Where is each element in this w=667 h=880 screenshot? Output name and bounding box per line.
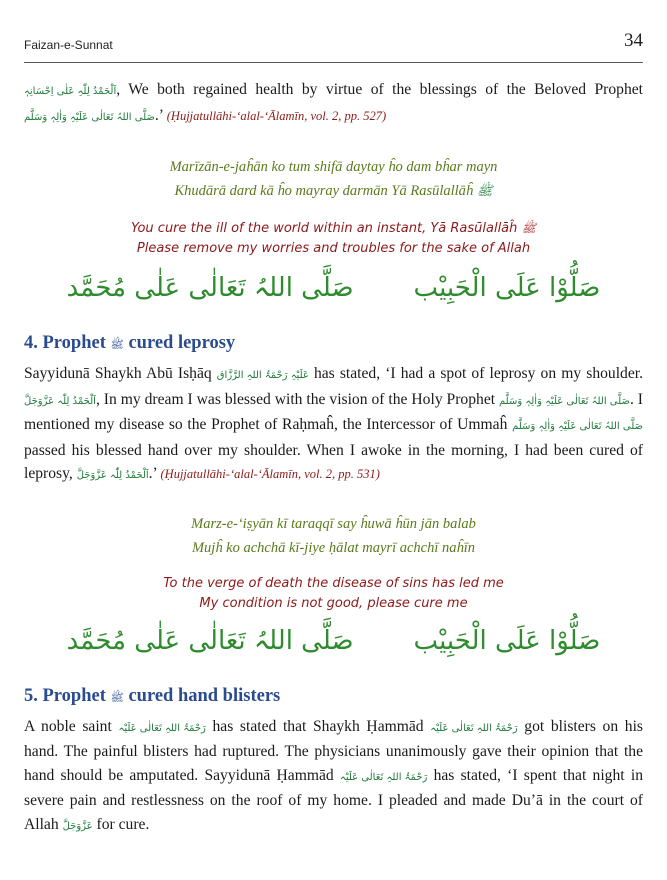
arabic-phrase: رَحْمَۃُ اللہِ تَعَالٰی عَلَیْہ [339,771,428,783]
paragraph-text: has stated that Shaykh Ḥammād [212,717,424,735]
arabic-phrase: رَحْمَۃُ اللہِ تَعَالٰی عَلَیْہ [430,722,518,734]
paragraph-text: .’ [148,465,157,482]
paragraph-3 [24,715,643,839]
arabic-phrase: ﷺ [521,221,537,235]
paragraph-text: for cure. [96,815,150,833]
paragraph-text: Sayyidunā Shaykh Abū Isḥāq [24,365,212,382]
poem-line: Marz-e-‘iṣyān kī taraqqī say ĥuwā ĥūn jān balab [191,515,476,532]
poem-line [24,179,643,204]
page-content [24,76,643,838]
page-number: 34 [624,30,643,51]
poem-line-text: Khudārā dard kā ĥo mayray darmān Yā Rasūlallāĥ [174,183,474,199]
arabic-phrase: عَزَّوَجَلَّ [62,820,93,832]
arabic-phrase: اَلْحَمْدُ لِلّٰہِ عَلٰی اِحْسَانِہٖ [24,86,117,97]
running-title: Faizan-e-Sunnat [24,38,113,52]
paragraph-1 [24,78,643,129]
section-number: 5. Prophet [24,685,106,706]
arabic-phrase: صَلَّی اللہُ تَعَالٰی عَلَیْہِ وَاٰلِہٖ وَسَلَّم [512,421,643,432]
section-title: cured hand blisters [128,685,281,706]
poem-translation-text: You cure the ill of the world within an instant, Yā Rasūlallāĥ [130,221,518,236]
arabic-phrase: رَحْمَۃُ اللہِ تَعَالٰی عَلَیْہ [118,722,206,734]
arabic-phrase: صَلَّی اللہُ تَعَالٰی عَلَیْہِ وَاٰلِہٖ وَسَلَّم [24,111,155,123]
paragraph-text: passed his blessed hand over my shoulder. When I awoke in the morning, I had been cured of leprosy, [24,441,643,482]
poem-translation: Please remove my worries and troubles for the sake of Allah [136,241,531,256]
arabic-phrase: اَلْحَمْدُ لِلّٰہ عَزَّوَجَلَّ [76,470,149,481]
paragraph-text: .’ [154,106,163,124]
arabic-phrase: ﷺ [476,184,493,199]
paragraph-text: , In my dream I was blessed with the vision of the Holy Prophet [95,390,496,408]
arabic-phrase: ﷺ [110,690,124,704]
paragraph-text: . I mentioned my disease so the Prophet of Raḥmaĥ, the Intercessor of Ummaĥ [24,390,643,433]
poem-line: Marīzān-e-jaĥān ko tum shifā daytay ĥo dam bĥar mayn [169,159,498,175]
poem-2 [24,512,643,614]
section-heading [24,686,643,707]
paragraph-text: has stated, ‘I had a spot of leprosy on my shoulder. [313,365,643,382]
durood-left: صَلَّی اللہُ تَعَالٰی عَلٰی مُحَمَّد [66,273,354,303]
poem-translation: My condition is not good, please cure me [199,595,468,611]
page-header [24,28,643,58]
durood-line [24,626,643,656]
header-rule [24,62,643,63]
reference-citation: (Ḥujjatullāhi-‘alal-‘Ālamīn, vol. 2, pp. 531) [160,467,380,481]
paragraph-2 [24,362,643,488]
paragraph-text: A noble saint [24,717,112,735]
arabic-phrase: عَلَیْہِ رَحْمَۃُ اللہِ الرَّزَّاق [216,370,309,381]
poem-translation [24,218,643,239]
poem-translation: To the verge of death the disease of sins has led me [163,575,504,591]
reference-citation: (Ḥujjatullāhi-‘alal-‘Ālamīn, vol. 2, pp. 527) [166,108,387,123]
arabic-phrase: صَلَّی اللہُ تَعَالٰی عَلَیْہِ وَاٰلِہٖ وَسَلَّم [499,395,630,407]
poem-line: Mujĥ ko achchā kī-jiye ḥālat mayrī achchī naĥīn [191,539,476,556]
section-heading [24,333,643,354]
durood-right: صَلُّوْا عَلَی الْحَبِیْب [413,625,601,656]
section-title: cured leprosy [128,333,236,353]
section-number: 4. Prophet [24,333,106,353]
durood-line [24,273,643,303]
arabic-phrase: ﷺ [110,338,124,351]
poem-1 [24,155,643,259]
durood-left: صَلَّی اللہُ تَعَالٰی عَلٰی مُحَمَّد [66,625,354,656]
paragraph-text: , We both regained health by virtue of the blessings of the Beloved Prophet [116,81,643,98]
arabic-phrase: اَلْحَمْدُ لِلّٰہ عَزَّوَجَلَّ [24,395,96,407]
paragraph-text: got blisters on his hand. The painful blisters had ruptured. The physicians unanimously gave their opinion that the hand should be amputated. Sayyidunā Ḥammād [24,717,643,784]
paragraph-text: has stated, ‘I spent that night in severe pain and restlessness on the roof of my home. I pleaded and made Du’ā in the court of Allah [24,766,643,833]
durood-right: صَلُّوْا عَلَی الْحَبِیْب [413,273,601,303]
